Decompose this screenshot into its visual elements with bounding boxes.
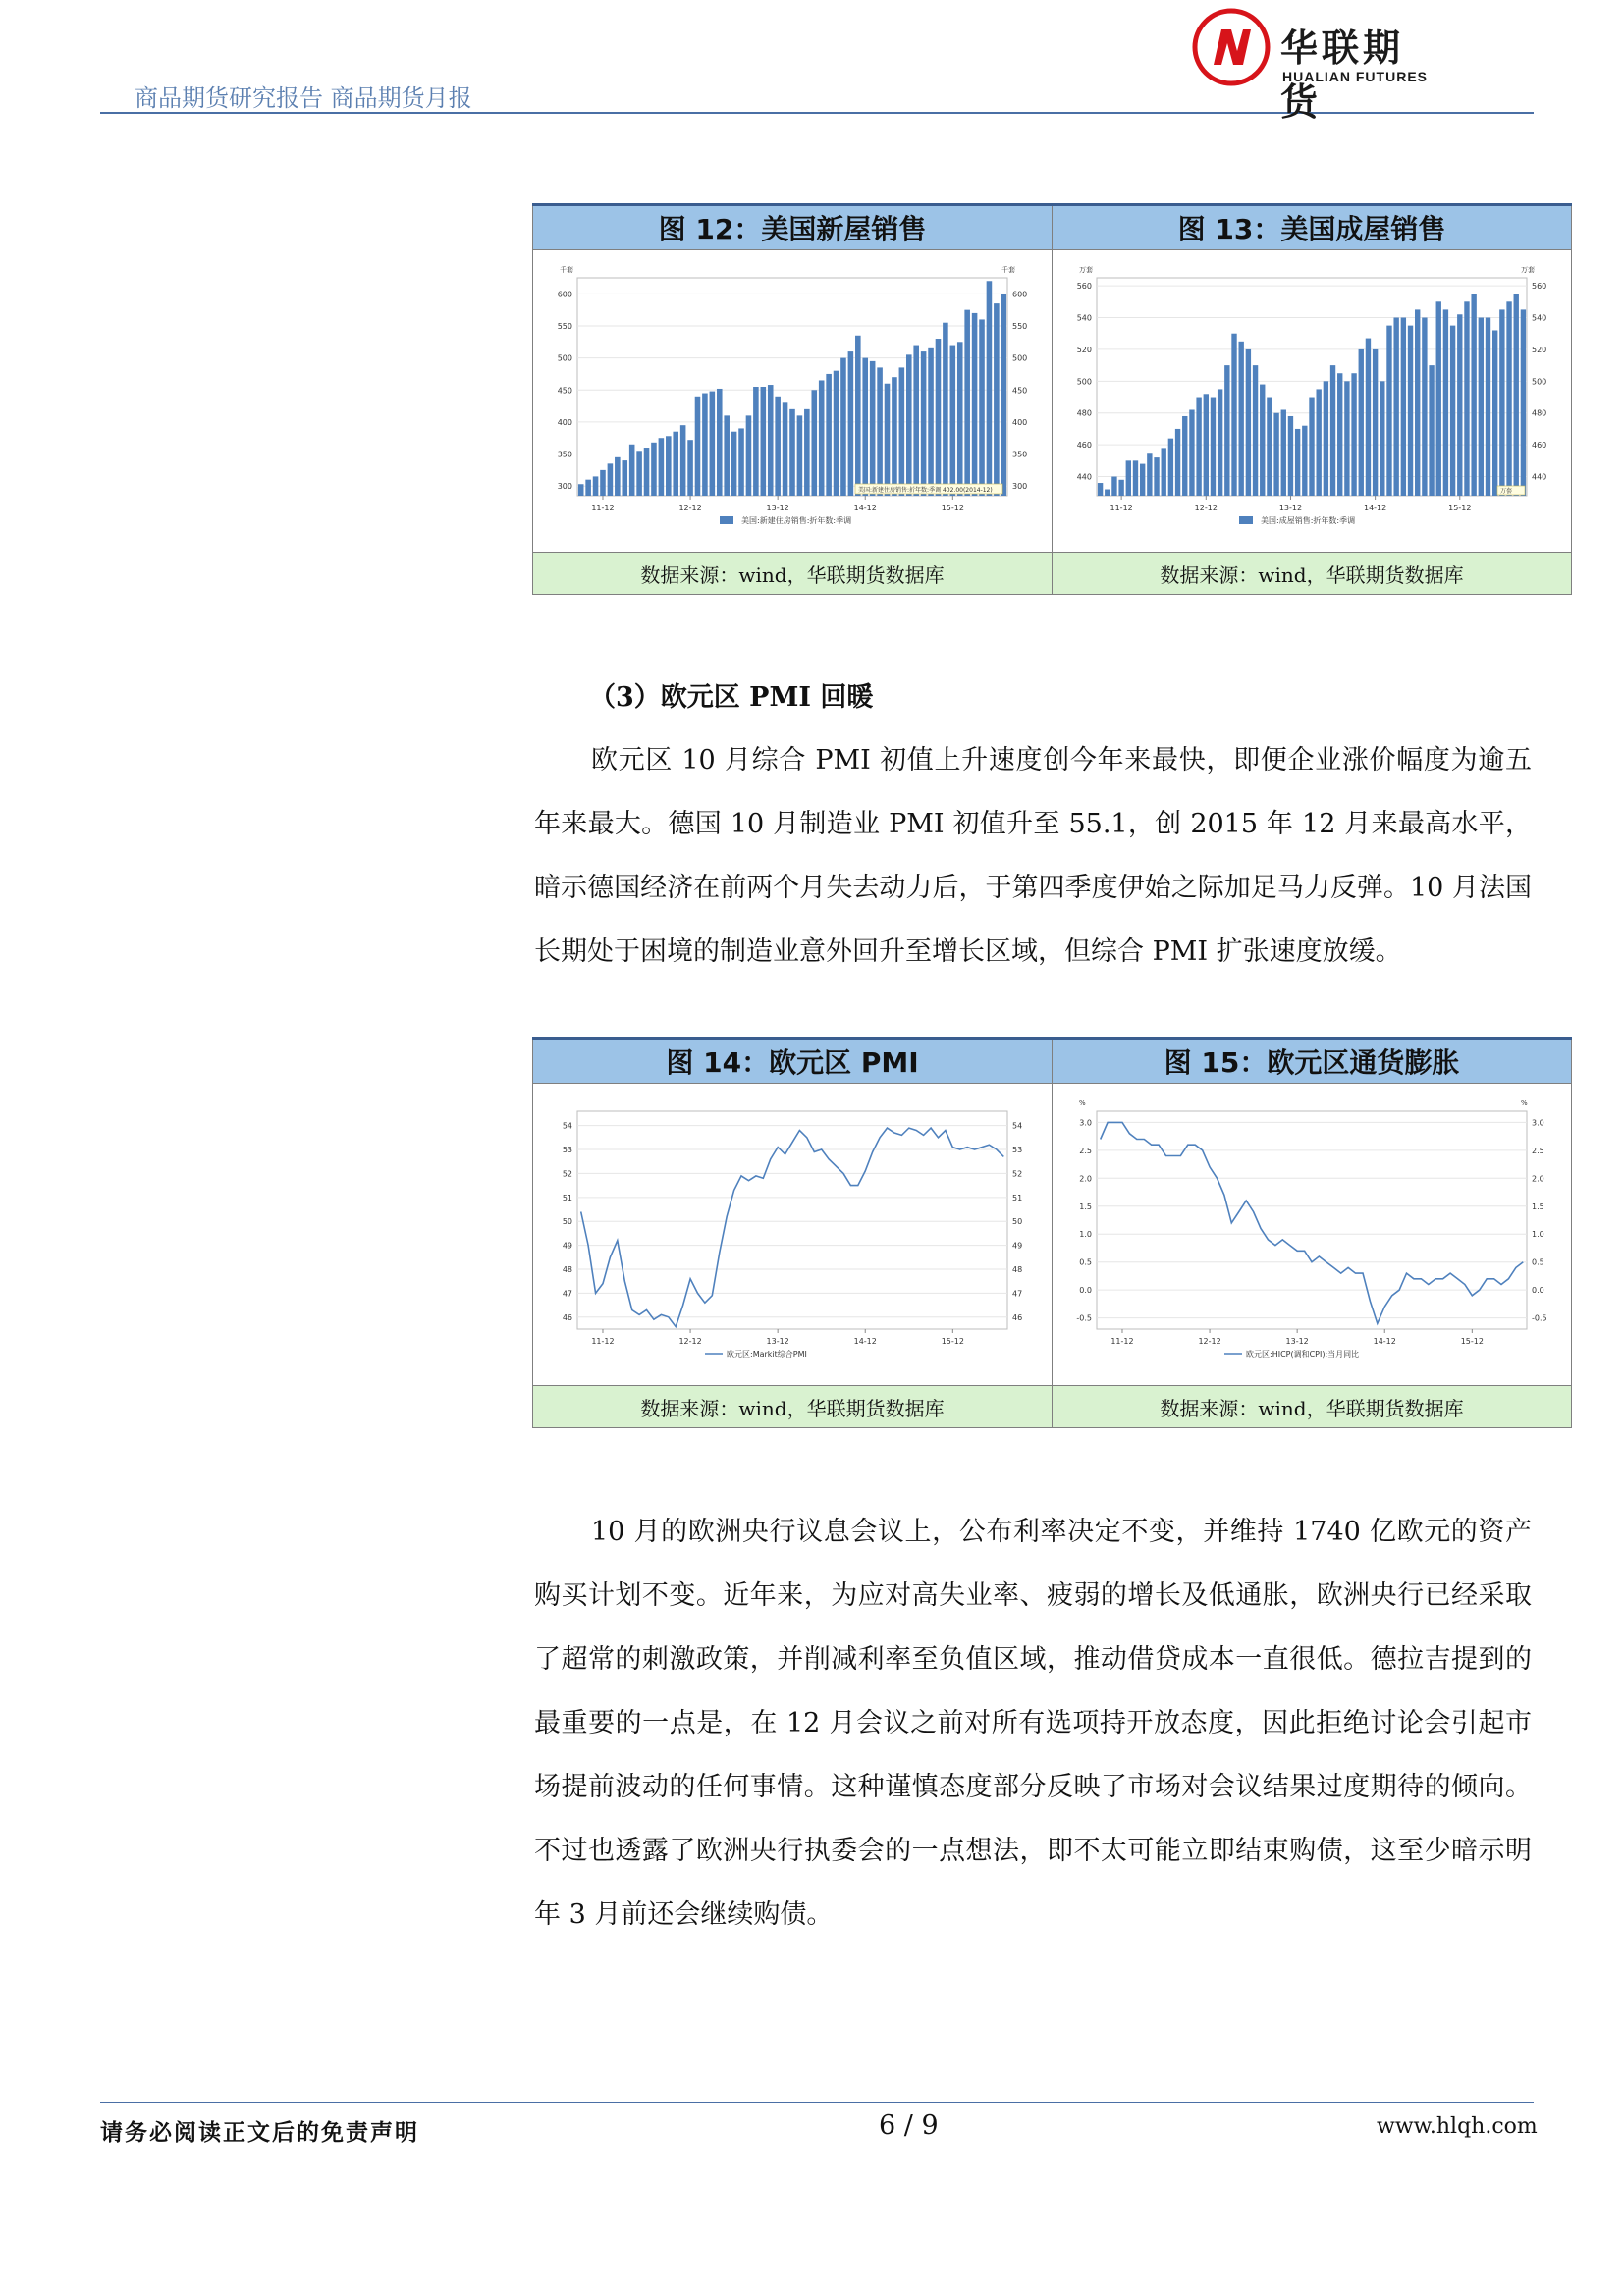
bar [1239,342,1244,496]
y-tick-label-right: 50 [1012,1217,1023,1227]
bar [1118,480,1123,496]
y-tick-label-left: 0.5 [1079,1257,1092,1267]
y-tick-label-right: 540 [1532,313,1547,323]
bar [789,409,795,496]
y-tick-label-left: 500 [557,353,572,363]
footer-website[interactable]: www.hlqh.com [1377,2114,1538,2139]
legend-label: 欧元区:Markit综合PMI [727,1350,807,1359]
y-tick-label-left: -0.5 [1076,1313,1092,1323]
bar [1260,385,1265,496]
hualian-logo-icon [1192,8,1271,86]
y-tick-label-right: 560 [1532,282,1547,292]
y-tick-label-right: 51 [1012,1193,1023,1202]
bar [1422,318,1427,496]
y-tick-label-right: 600 [1012,290,1028,299]
bar [1514,294,1519,496]
bar [1267,398,1272,496]
bar [1224,365,1229,496]
y-unit-left: 万套 [1079,266,1093,274]
bar [659,438,665,496]
bar [702,394,708,496]
y-tick-label-right: 0.5 [1532,1257,1544,1267]
bar [1457,314,1462,496]
bar [1211,398,1216,496]
bar [797,415,803,496]
bar [848,351,854,496]
bar [651,443,657,496]
bar [972,313,978,496]
y-tick-label-right: -0.5 [1532,1313,1547,1323]
fig13-chart-cell [1053,250,1572,553]
y-unit-right: 千套 [1001,266,1015,274]
x-tick-label: 13-12 [766,504,789,512]
bar [615,457,621,496]
bar [1309,398,1314,496]
y-unit-left: 千套 [560,266,573,274]
y-tick-label-right: 3.0 [1532,1118,1544,1128]
y-tick-label-right: 460 [1532,441,1547,451]
fig15-title: 图 15：欧元区通货膨胀 [1053,1039,1572,1084]
bar [644,448,650,496]
y-tick-label-right: 47 [1012,1289,1023,1299]
bar [746,415,752,496]
bar [979,319,985,496]
x-tick-label: 14-12 [853,1337,877,1346]
fig13-source: 数据来源：wind，华联期货数据库 [1053,553,1572,595]
y-tick-label-right: 500 [1532,377,1547,387]
x-tick-label: 11-12 [591,1337,615,1346]
bar [1316,389,1321,496]
bar [1196,398,1201,496]
bar [1408,326,1413,496]
fig12-chart-cell [533,250,1053,553]
y-tick-label-right: 53 [1012,1146,1023,1155]
bar [1182,416,1187,496]
paragraph-2: 10 月的欧洲央行议息会议上，公布利率决定不变，并维持 1740 亿欧元的资产购买计划不变。近年来，为应对高失业率、疲弱的增长及低通胀，欧洲央行已经采取了超常的刺激政策，并削减利率至负值区域，推动借贷成本一直很低。德拉吉提到的最重要的一点是，在 12 月会议之前对所有选项持开放态度，因此拒绝讨论会引起市场提前波动的任何事情。这种谨慎态度部分反映了市场对会议结果过度期待的倾向。不过也透露了欧洲央行执委会的一点想法，即不太可能立即结束购债，这至少暗示明年 3 月前还会继续购债。 [534,1517,1532,1930]
bar [1521,309,1526,496]
bar [1330,365,1335,496]
y-tick-label-right: 1.0 [1532,1230,1544,1240]
y-tick-label-left: 48 [562,1265,572,1275]
logo-english-name: HUALIAN FUTURES [1282,69,1428,84]
x-tick-label: 14-12 [1363,504,1387,512]
x-tick-label: 13-12 [1285,1337,1309,1346]
y-tick-label-left: 53 [562,1146,572,1155]
y-tick-label-right: 1.5 [1532,1201,1544,1211]
bar [1351,373,1356,496]
bar [1295,429,1300,496]
bar [921,351,927,496]
y-tick-label-left: 440 [1076,472,1092,482]
bar [673,432,678,496]
company-logo [1192,8,1437,124]
bar [957,342,963,496]
bar [1393,318,1398,496]
y-tick-label-right: 54 [1012,1121,1023,1131]
bar [1273,413,1278,496]
footer-divider [100,2102,1534,2103]
plot-frame [577,1111,1007,1329]
fig14-chart [533,1084,1052,1385]
fig14-title: 图 14：欧元区 PMI [533,1039,1053,1084]
bar [855,336,861,496]
bar [578,484,584,496]
bar [1253,365,1258,496]
bar [710,392,716,496]
report-header-title: 商品期货研究报告 商品期货月报 [135,84,472,112]
y-tick-label-left: 0.0 [1079,1286,1092,1296]
y-unit-right: 万套 [1521,266,1535,274]
fig13-chart [1053,250,1571,552]
x-tick-label: 15-12 [941,1337,964,1346]
bar [717,389,723,496]
bar [1386,326,1391,496]
bar [783,402,788,496]
bar [608,463,614,496]
fig12-source: 数据来源：wind，华联期货数据库 [533,553,1053,595]
page-number: 6 / 9 [879,2110,939,2141]
y-tick-label-left: 50 [562,1217,572,1227]
y-tick-label-left: 1.5 [1079,1201,1092,1211]
bar [695,397,701,496]
y-tick-label-left: 2.0 [1079,1174,1092,1184]
bar [1436,301,1441,496]
bar [636,451,642,496]
bar [1401,318,1406,496]
bar [1231,334,1236,496]
y-tick-label-left: 52 [562,1169,572,1179]
y-tick-label-right: 46 [1012,1312,1023,1322]
bar [622,460,627,496]
bar [1281,409,1286,496]
series-line [581,1128,1004,1327]
y-tick-label-left: 46 [562,1312,572,1322]
y-tick-label-right: 2.0 [1532,1174,1544,1184]
bar [1471,294,1476,496]
logo-chinese-name: 华联期货 [1280,27,1405,124]
y-tick-label-left: 400 [557,417,572,427]
bar [877,367,883,496]
y-tick-label-right: 440 [1532,472,1547,482]
bar [892,377,897,496]
fig12-title: 图 12：美国新屋销售 [533,205,1053,250]
bar [964,310,970,496]
section-heading: （3）欧元区 PMI 回暖 [589,682,874,713]
y-tick-label-left: 600 [557,290,572,299]
y-tick-label-right: 500 [1012,353,1028,363]
bar [936,339,942,496]
bar [840,358,846,496]
legend-swatch [1239,516,1253,524]
bar [1162,448,1166,496]
bar [1373,349,1378,496]
figure-table-row1 [532,203,1572,595]
fig14-source: 数据来源：wind，华联期货数据库 [533,1386,1053,1428]
bar [775,397,781,496]
x-tick-label: 13-12 [1278,504,1303,512]
annotation-text: 美国:新建住房销售:折年数:季调 402.00(2014-12) [858,487,993,494]
y-tick-label-left: 49 [562,1241,572,1251]
y-tick-label-left: 47 [562,1289,572,1299]
y-tick-label-right: 49 [1012,1241,1023,1251]
bar [1175,429,1180,496]
y-tick-label-left: 540 [1076,313,1092,323]
y-tick-label-right: 350 [1012,450,1028,459]
bar [1450,326,1455,496]
y-tick-label-left: 3.0 [1079,1118,1092,1128]
bar [687,440,693,496]
bar [1366,339,1371,496]
bar [1189,409,1194,496]
bar [666,436,672,496]
y-tick-label-right: 0.0 [1532,1286,1544,1296]
x-tick-label: 15-12 [941,504,964,512]
bar [1302,426,1307,496]
bar [870,361,876,496]
bar [1133,460,1138,496]
bar [1098,483,1103,496]
fig13-title: 图 13：美国成屋销售 [1053,205,1572,250]
bar [1246,349,1251,496]
x-tick-label: 14-12 [853,504,877,512]
x-tick-label: 11-12 [1110,1337,1134,1346]
y-tick-label-left: 450 [557,386,572,396]
y-tick-label-left: 460 [1076,441,1092,451]
y-tick-label-right: 2.5 [1532,1146,1544,1155]
y-tick-label-left: 560 [1076,282,1092,292]
bar [1154,457,1159,496]
bar [1380,381,1384,496]
x-tick-label: 11-12 [591,504,615,512]
x-tick-label: 12-12 [678,1337,702,1346]
bar [1126,460,1131,496]
bar [738,428,744,496]
bar [913,346,919,496]
bar [950,346,956,496]
y-tick-label-right: 48 [1012,1265,1023,1275]
bar [585,480,591,496]
bar [1499,309,1504,496]
bar [1105,490,1110,496]
bar [1506,301,1511,496]
y-tick-label-right: 480 [1532,408,1547,418]
bar [1324,381,1328,496]
bar [1218,389,1222,496]
bar [1168,439,1173,496]
bar [1111,477,1116,496]
y-tick-label-left: 350 [557,450,572,459]
legend-label: 美国:新建住房销售:折年数:季调 [741,516,852,525]
bar [987,281,993,496]
y-tick-label-left: 300 [557,482,572,492]
bar [928,348,934,496]
bar [1479,318,1484,496]
bar [899,367,905,496]
bar [761,387,767,496]
y-tick-label-right: 520 [1532,345,1547,354]
y-tick-label-right: 300 [1012,482,1028,492]
x-tick-label: 12-12 [678,504,702,512]
bar [994,303,1000,496]
x-tick-label: 15-12 [1448,504,1472,512]
plot-frame [1097,1111,1527,1329]
bar [768,385,774,496]
paragraph-1: 欧元区 10 月综合 PMI 初值上升速度创今年来最快，即便企业涨价幅度为逾五年来最大。德国 10 月制造业 PMI 初值升至 55.1，创 2015 年 12 月来最高水平，暗示德国经济在前两个月失去动力后，于第四季度伊始之际加足马力反弹。10 月法国长期处于困境的制造业意外回升至增长区域，但综合 PMI 扩张速度放缓。 [534,745,1532,967]
bar [1344,381,1349,496]
bar [1337,373,1342,496]
bar [943,323,948,496]
fig15-chart-cell [1053,1084,1572,1386]
x-tick-label: 11-12 [1110,504,1133,512]
bar [724,415,730,496]
y-tick-label-left: 2.5 [1079,1146,1092,1155]
bar [1415,309,1420,496]
y-tick-label-left: 51 [562,1193,572,1202]
y-tick-label-right: 450 [1012,386,1028,396]
y-tick-label-left: 480 [1076,408,1092,418]
bar [629,445,635,496]
bar [862,358,868,496]
bar [1288,416,1293,496]
bar [1492,330,1497,496]
bar [680,425,686,496]
x-tick-label: 14-12 [1373,1337,1396,1346]
fig15-source: 数据来源：wind，华联期货数据库 [1053,1386,1572,1428]
x-tick-label: 13-12 [766,1337,789,1346]
bar [731,432,737,496]
bar [826,374,832,496]
x-tick-label: 12-12 [1198,1337,1221,1346]
y-tick-label-left: 500 [1076,377,1092,387]
bar [753,387,759,496]
y-tick-label-left: 520 [1076,345,1092,354]
bar [1486,318,1490,496]
legend-label: 美国:成屋销售:折年数:季调 [1261,516,1356,525]
y-tick-label-left: 1.0 [1079,1230,1092,1240]
bar [804,409,810,496]
x-tick-label: 15-12 [1460,1337,1484,1346]
annotation-text: 万套 [1500,488,1513,495]
figure-table-row2 [532,1037,1572,1428]
bar [600,470,606,496]
y-tick-label-right: 400 [1012,417,1028,427]
fig12-chart [533,250,1052,552]
y-tick-label-right: 550 [1012,321,1028,331]
bar [593,476,599,496]
bar [811,390,817,496]
y-unit-right: % [1521,1099,1528,1107]
bar [834,371,839,496]
bar [1443,309,1448,496]
legend-swatch [720,516,733,524]
bar [1429,365,1434,496]
bar [819,380,825,496]
bar [1359,349,1364,496]
y-tick-label-right: 52 [1012,1169,1023,1179]
bar [1204,394,1209,496]
bar [906,354,912,496]
legend-label: 欧元区:HICP(调和CPI):当月同比 [1246,1350,1360,1359]
fig15-chart [1053,1084,1571,1385]
series-line [1101,1122,1524,1323]
y-tick-label-left: 550 [557,321,572,331]
bar [1464,301,1469,496]
bar [885,384,891,496]
bar [1140,464,1145,496]
bar [1001,294,1007,496]
x-tick-label: 12-12 [1194,504,1218,512]
footer-disclaimer: 请务必阅读正文后的免责声明 [100,2119,419,2146]
y-unit-left: % [1079,1099,1086,1107]
bar [1147,453,1152,496]
fig14-chart-cell [533,1084,1053,1386]
y-tick-label-left: 54 [562,1121,572,1131]
